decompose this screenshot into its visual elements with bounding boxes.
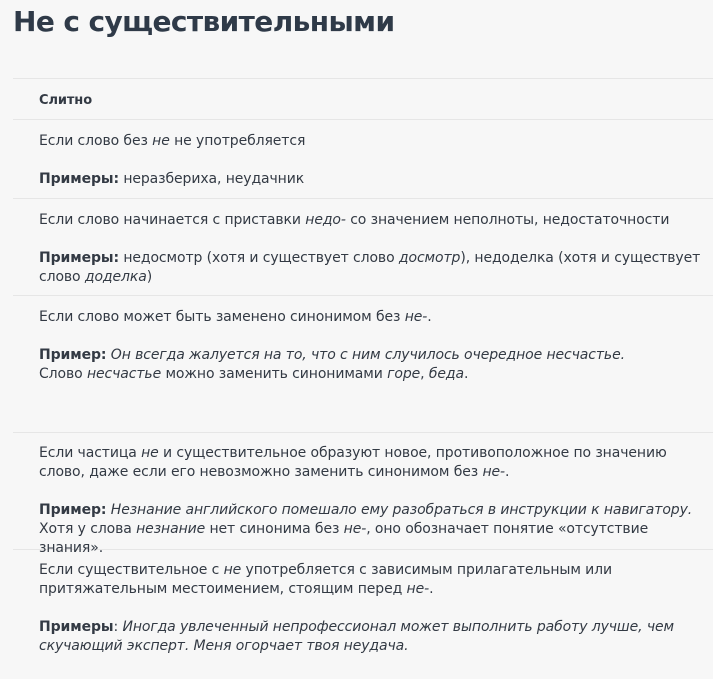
explanation-italic: незнание: [136, 521, 206, 537]
example-colon: :: [113, 619, 119, 635]
example-explanation: [39, 365, 709, 384]
rule-text-part: и существительное образуют новое, противоположное по значению слово, даже если его невозможно заменить синонимом без: [39, 445, 667, 480]
example-label: Примеры:: [39, 250, 119, 266]
page-title: Не с существительными: [13, 5, 395, 38]
explanation-italic: беда: [428, 366, 464, 382]
rule-text: [39, 561, 709, 599]
rule-text-part: не употребляется: [169, 133, 306, 149]
example-italic: доделка: [84, 269, 147, 285]
rule-text: [39, 132, 709, 151]
rule-italic: не-: [404, 309, 428, 325]
rule-italic: не: [152, 133, 170, 149]
table-row: [13, 432, 713, 556]
rule-text-part: Если частица: [39, 445, 142, 461]
example-italic: Иногда увлеченный непрофессионал может выполнить работу лучше, чем скучающий эксперт. Меня огорчает твоя неудача.: [39, 619, 675, 654]
rule-italic: недо-: [305, 212, 346, 228]
rules-table: [13, 78, 713, 679]
explanation-part: нет синонима без: [205, 521, 344, 537]
table-row: [13, 549, 713, 679]
example-body: ), недоделка (хотя и существует слово: [39, 250, 701, 285]
example-body: недосмотр (хотя и существует слово: [118, 250, 399, 266]
example-italic: Незнание английского помешало ему разобраться в инструкции к навигатору.: [106, 502, 693, 518]
rule-text-part: со значением неполноты, недостаточности: [345, 212, 670, 228]
example-body: ): [146, 269, 153, 285]
rule-text: [39, 444, 709, 482]
example-label: Пример:: [39, 347, 107, 363]
rule-text-part: Если существительное с: [39, 562, 224, 578]
example-text: [39, 501, 709, 520]
explanation-italic: не-: [343, 521, 367, 537]
rule-text-part: Если слово без: [39, 133, 153, 149]
header-cell: Слитно: [39, 93, 93, 108]
example-text: [39, 346, 709, 365]
rule-text-part: .: [429, 581, 434, 597]
rule-text-part: Если слово начинается с приставки: [39, 212, 306, 228]
rule-text: [39, 308, 709, 327]
example-body: неразбериха, неудачник: [118, 171, 305, 187]
rule-text-part: употребляется с зависимым прилагательным или притяжательным местоимением, стоящим перед: [39, 562, 613, 597]
table-header: [13, 78, 713, 119]
explanation-part: ,: [420, 366, 429, 382]
example-text: [39, 170, 709, 189]
example-text: [39, 249, 709, 287]
table-row: [13, 198, 713, 295]
rule-text-part: .: [504, 464, 510, 480]
table-row: [13, 119, 713, 198]
table-row: [13, 295, 713, 432]
example-text: [39, 618, 709, 656]
rule-italic: не: [141, 445, 159, 461]
explanation-part: , оно обозначает понятие «отсутствие знания».: [39, 521, 649, 556]
rule-italic: не: [223, 562, 242, 578]
explanation-italic: несчастье: [86, 366, 162, 382]
explanation-italic: горе: [387, 366, 421, 382]
explanation-part: Хотя у слова: [39, 521, 137, 537]
explanation-part: Слово: [39, 366, 87, 382]
rule-text-part: Если слово может быть заменено синонимом без: [39, 309, 405, 325]
example-label: Пример:: [39, 502, 107, 518]
example-italic: досмотр: [398, 250, 461, 266]
rule-text-part: .: [427, 309, 432, 325]
rule-italic: не-: [482, 464, 505, 480]
example-italic: Он всегда жалуется на то, что с ним случилось очередное несчастье.: [106, 347, 625, 363]
explanation-part: можно заменить синонимами: [161, 366, 388, 382]
example-label: Примеры: [39, 619, 114, 635]
rule-italic: не-: [406, 581, 430, 597]
explanation-part: .: [463, 366, 469, 382]
example-label: Примеры:: [39, 171, 119, 187]
rule-text: [39, 211, 709, 230]
